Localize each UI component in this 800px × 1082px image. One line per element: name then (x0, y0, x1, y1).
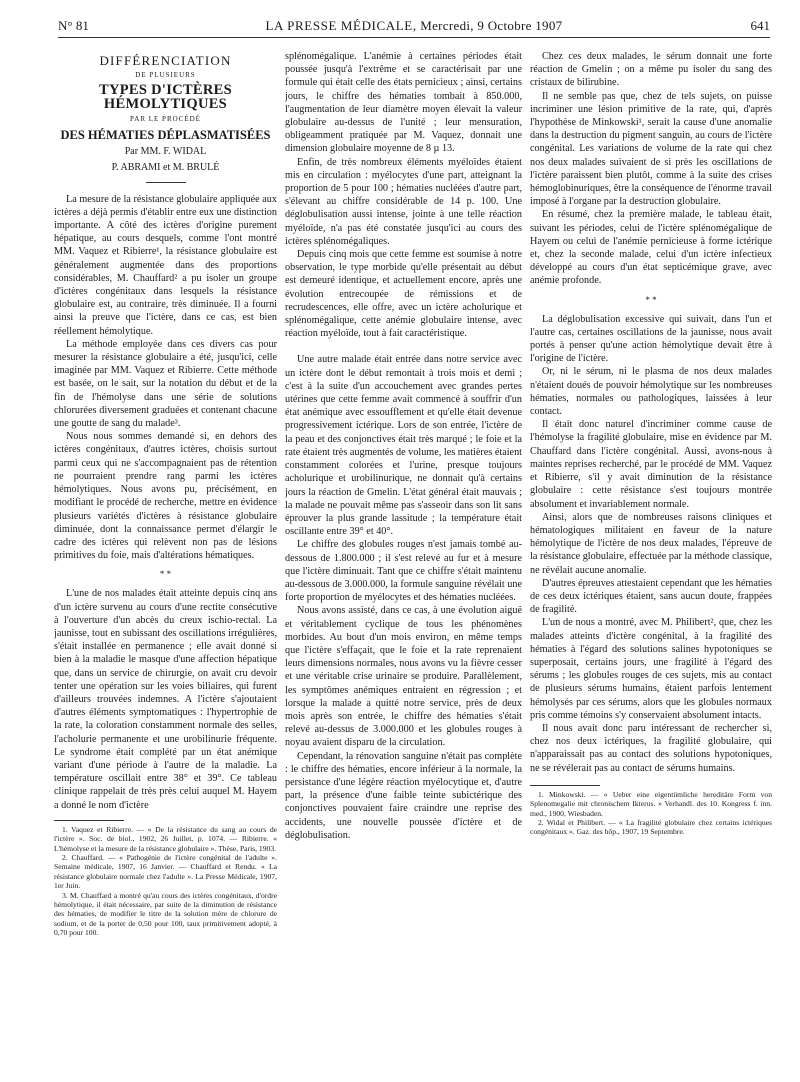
title-line-3: TYPES D'ICTÈRES HÉMOLYTIQUES (98, 82, 233, 112)
paragraph: La méthode employée dans ces divers cas pour mesurer la résistance globulaire a été, jusqu'ici, celle imaginée par MM. Vaquez et Ribierre. Cette méthode est basée, on le sait, sur la notation du début et de la fin de l'hémolyse dans une série de solutions chlorurées diversement graduées et contenant chacune une goutte de sang du malade³. (54, 338, 277, 430)
running-title (58, 18, 770, 34)
paragraph: Il ne semble pas que, chez de tels sujets, on puisse incriminer une lésion primitive de la rate, qui, d'après l'hypothèse de Minkowski¹, serait la cause d'une anomalie dans la destruction du pigment sanguin, au cours de l'ictère congénital. Les variations de volume de la rate qui chez nos deux malades suivaient de si près les oscillations de l'ictère paraissent bien plutôt, comme à la suite des crises hémoglobinuriques, être la conséquence de l'énorme travail imposé à l'organe par la destruction globulaire. (530, 90, 772, 208)
authors-line-1: Par MM. F. WIDAL (124, 146, 207, 158)
paragraph: L'un de nous a montré, avec M. Philibert², que, chez les malades atteints d'ictère congénital, à la fragilité des hématies à l'égard des solutions salines hypotoniques se superposait, certains jours, une fragilité à l'égard des sérums ; les globules rouges de ces sujets, mis au contact de plusieurs sérums humains, étaient parfois lentement hémolysés par ces sérums, alors que les globules normaux pris comme témoins s'y conservaient absolument intacts. (530, 617, 772, 721)
footnote: 2. Widal et Philibert. — « La fragilité globulaire chez certains ictériques congénitaux ». Gaz. des hôp., 1907, 19 Septembre. (530, 817, 772, 837)
paragraph: Depuis cinq mois que cette femme est soumise à notre observation, le type morbide qu'elle présentait au début est demeuré identique, et actuellement encore, après une évolution entrecoupée de rémissions et de recrudescences, elle offre, avec un ictère acholurique et splénomégalique, cette anémie globulaire intense, avec réaction myéloïde, tout à fait caractéristique. (285, 249, 522, 340)
column-3 (530, 50, 772, 1075)
title-line-5: DES HÉMATIES DÉPLASMATISÉES (60, 128, 271, 143)
issue-number: N° 81 (58, 18, 89, 33)
page-header (58, 16, 770, 38)
authors-line-2: P. ABRAMI et M. BRULÉ (111, 162, 220, 174)
paragraph: splénomégalique. L'anémie à certaines périodes était poussée jusqu'à l'extrême et se caractérisait par une formule qui était celle des états pernicieux ; ainsi, certains jours, le chiffre des hématies tombait à 850.000, l'augmentation de leur diamètre moyen élevait la valeur globulaire au-dessus de l'unité ; leur mensuration, obligeamment pratiquée par M. Vaquez, donnait une dimension globulaire moyenne de 8 µ 13. (285, 51, 522, 155)
paragraph: Nous avons assisté, dans ce cas, à une évolution aiguë et véritablement cyclique de tous les phénomènes morbides. Au bout d'un mois environ, en même temps que l'ictère s'effaçait, que le foie et la rate reprenaient leurs dimensions normales, nous avons vu la fièvre cesser et une véritable crise urinaire se produire. Parallèlement, les symptômes anémiques entraient en régression ; et lorsque la malade a quitté notre service, près de deux mois après son entrée, le chiffre des hématies s'était relevé au-dessus de 3.000.000 et les globules rouges à noyau avaient disparu de la circulation. (285, 605, 522, 749)
paragraph: Nous nous sommes demandé si, en dehors des ictères congénitaux, d'autres ictères, choisis surtout parmi ceux qui ne s'accompagnaient pas de rétention ne pourraient prendre rang parmi les ictères hémolytiques. Nous avons pu, précisément, en modifiant le procédé de recherche, mettre en évidence plusieurs variétés d'ictères à résistance globulaire diminuée, dont la connaissance permet d'élargir le cadre des ictères qui relèvent non pas de lésions primitives du foie, mais d'altérations hématiques. (54, 431, 277, 562)
section-separator: * * (645, 294, 657, 305)
title-rule (146, 182, 186, 183)
title-line-1: DIFFÉRENCIATION (99, 53, 232, 68)
paragraph: Chez ces deux malades, le sérum donnait une forte réaction de Gmelin ; on a même pu isoler du sang des cristaux de bilirubine. (530, 51, 772, 89)
section-separator: * * (159, 569, 172, 580)
spacer (285, 340, 522, 353)
footnotes (530, 790, 772, 837)
paragraph: Une autre malade était entrée dans notre service avec un ictère dont le début remontait à trois mois et demi ; c'est à la suite d'un accouchement avec grandes pertes utérines que cette femme avait commencé à souffrir d'un état anémique avec essoufflement et qu'elle était devenue progressivement ictérique. Lors de son entrée, l'ictère de la peau et des conjonctives était très marqué ; le foie et la rate étaient très augmentés de volume, les matières étaient constamment colorées et l'urine, presque toujours acholurique et urobilinurique, ne donnait qu'à certains jours la réaction de Gmelin. L'état général était mauvais ; la malade ne pouvait même pas s'asseoir dans son lit sans éprouver la plus grande lassitude ; la température était oscillante entre 39° et 40°. (285, 354, 522, 538)
footnote: 1. Vaquez et Ribierre. — « De la résistance du sang au cours de l'ictère ». Soc. de biol., 1902, 26 Juillet, p. 1074. — Ribierre. « L'hémolyse et la mesure de la résistance globulaire ». Thèse, Paris, 1903. (54, 824, 277, 853)
footnote: 3. M. Chauffard a montré qu'au cours des ictères congénitaux, d'ordre hémolytique, il était nécessaire, par suite de la diminution de résistance des hématies, de modifier le titre de la solution mère de chlorure de sodium, et de la porter de 0,50 pour 100, taux primitivement adopté, à 0,70 pour 100. (54, 890, 277, 938)
paragraph: Il nous avait donc paru intéressant de rechercher si, chez nos deux ictériques, la fragilité globulaire, qui n'apparaissait pas au contact des solutions hypotoniques, ne se révélerait pas au contact de sérums humains. (530, 722, 772, 774)
issue-date: Mercredi, 9 Octobre 1907 (420, 18, 563, 33)
paragraph: Il était donc naturel d'incriminer comme cause de l'hémolyse la fragilité globulaire, mise en évidence par M. Chauffard dans l'ictère congénital. Aussi, avons-nous à maintes reprises recherché, par le procédé de MM. Vaquez et Ribierre, s'il y avait diminution de la résistance globulaire : cette résistance s'est toujours montrée absolument et invariablement normale. (530, 419, 772, 510)
paragraph: Enfin, de très nombreux éléments myéloïdes étaient mis en circulation : myélocytes d'une part, atteignant la proportion de 5 pour 100 ; hématies nucléées d'autre part, s'élevant au chiffre considérable de 14 p. 100. Une déglobulisation aussi intense, jointe à une telle réaction myéloïde, n'a pas été constatée jusqu'ici au cours des ictères splénomégaliques. (285, 156, 522, 247)
journal-name: LA PRESSE MÉDICALE, (265, 18, 417, 33)
paragraph: Or, ni le sérum, ni le plasma de nos deux malades n'étaient doués de pouvoir hémolytique sur les nombreuses hématies, normales ou pathologiques, laissées à leur contact. (530, 366, 772, 418)
paragraph: Le chiffre des globules rouges n'est jamais tombé au-dessous de 1.800.000 ; il s'est relevé au fur et à mesure que l'ictère diminuait. Tant que ce chiffre s'était maintenu au-dessous de 3.000.000, la formule sanguine révélait une forte proportion de myélocytes et des hématies nucléées. (285, 539, 522, 604)
article-title-block (54, 54, 277, 183)
footnote: 1. Minkowski. — « Ueber eine eigentümliche hereditäre Form von Splenomegalie mit chronischem Ikterus. » Verhandl. des 10. Kongress f. inn. med., 1900, Wiesbaden. (530, 789, 772, 818)
paragraph: En résumé, chez la première malade, le tableau était, suivant les périodes, celui de l'ictère splénomégalique de Hayem ou celui de l'anémie pernicieuse à forme ictérique et, chez la seconde malade, celui d'un ictère infectieux développé au cours d'un état septicémique grave, avec anémie profonde. (530, 209, 772, 287)
column-1 (54, 50, 277, 1075)
paragraph: D'autres épreuves attestaient cependant que les hématies de ces deux ictériques étaient, sans aucun doute, frappées de fragilité. (530, 577, 772, 616)
footnotes (54, 825, 277, 938)
paragraph: L'une de nos malades était atteinte depuis cinq ans d'un ictère survenu au cours d'une rectite consécutive à l'ouverture d'un abcès du creux ischio-rectal. La jaunisse, tout en subissant des oscillations irrégulières, s'était installée en permanence ; elle avait donné si bien à la maladie le masque d'une affection hépatique que, dans un service de chirurgie, on avait cru devoir tenter une opération sur les voies biliaires, qui furent d'ailleurs trouvées indemnes. A l'ictère s'ajoutaient d'autres éléments symptomatiques : l'hypertrophie de la rate, la coloration constamment normale des selles, l'acholurie permanente et une urobilinurie fréquente. Le syndrome était complété par un état anémique variant d'une période à l'autre de la maladie. La température oscillait entre 38° et 39°. Ce tableau clinique rappelait de très près celui auquel M. Hayem a donné le nom d'ictère (54, 588, 277, 811)
footnote-rule (54, 820, 124, 821)
footnote-rule (530, 785, 600, 786)
paragraph: Ainsi, alors que de nombreuses raisons cliniques et hématologiques militaient en faveur de la nature hémolytique de l'ictère de nos deux malades, l'épreuve de la résistance globulaire, effectuée par la méthode classique, ne révélait aucune anomalie. (530, 511, 772, 576)
page-number: 641 (750, 18, 770, 33)
paragraph: Cependant, la rénovation sanguine n'était pas complète : le chiffre des hématies, encore inférieur à la normale, la persistance d'une légère réaction myélocytique et, d'autre part, la présence d'une faible teinte subictérique des conjonctives pouvaient faire craindre une reprise des accidents, une nouvelle poussée d'ictère et de déglobulisation. (285, 750, 522, 841)
footnote: 2. Chauffard. — « Pathogénie de l'ictère congénital de l'adulte ». Semaine médicale, 1907, 16 Janvier. — Chauffard et Rendu. « La résistance globulaire normale chez l'adulte ». La Presse Médicale, 1907, 1er Juin. (54, 852, 277, 891)
column-2 (285, 50, 522, 1075)
title-line-2: DE PLUSIEURS (135, 71, 196, 80)
paragraph: La mesure de la résistance globulaire appliquée aux ictères a déjà permis d'établir entre eux une distinction importante. A côté des ictères d'origine purement hépatique, au cours desquels, comme l'ont montré MM. Vaquez et Ribierre¹, la résistance globulaire est généralement augmentée dans des proportions considérables, M. Chauffard² a pu isoler un groupe d'ictères congénitaux dans lesquels la résistance globulaire est, au contraire, très diminuée. Il a fourni ainsi la preuve que l'ictère, dans ce cas, est bien réellement hémolytique. (54, 193, 277, 337)
title-line-4: PAR LE PROCÉDÉ (130, 114, 201, 123)
paragraph: La déglobulisation excessive qui suivait, dans l'un et l'autre cas, certaines oscillations de la jaunisse, nous avait portés à penser qu'une action hémolytique devait être à l'origine de l'ictère. (530, 313, 772, 365)
